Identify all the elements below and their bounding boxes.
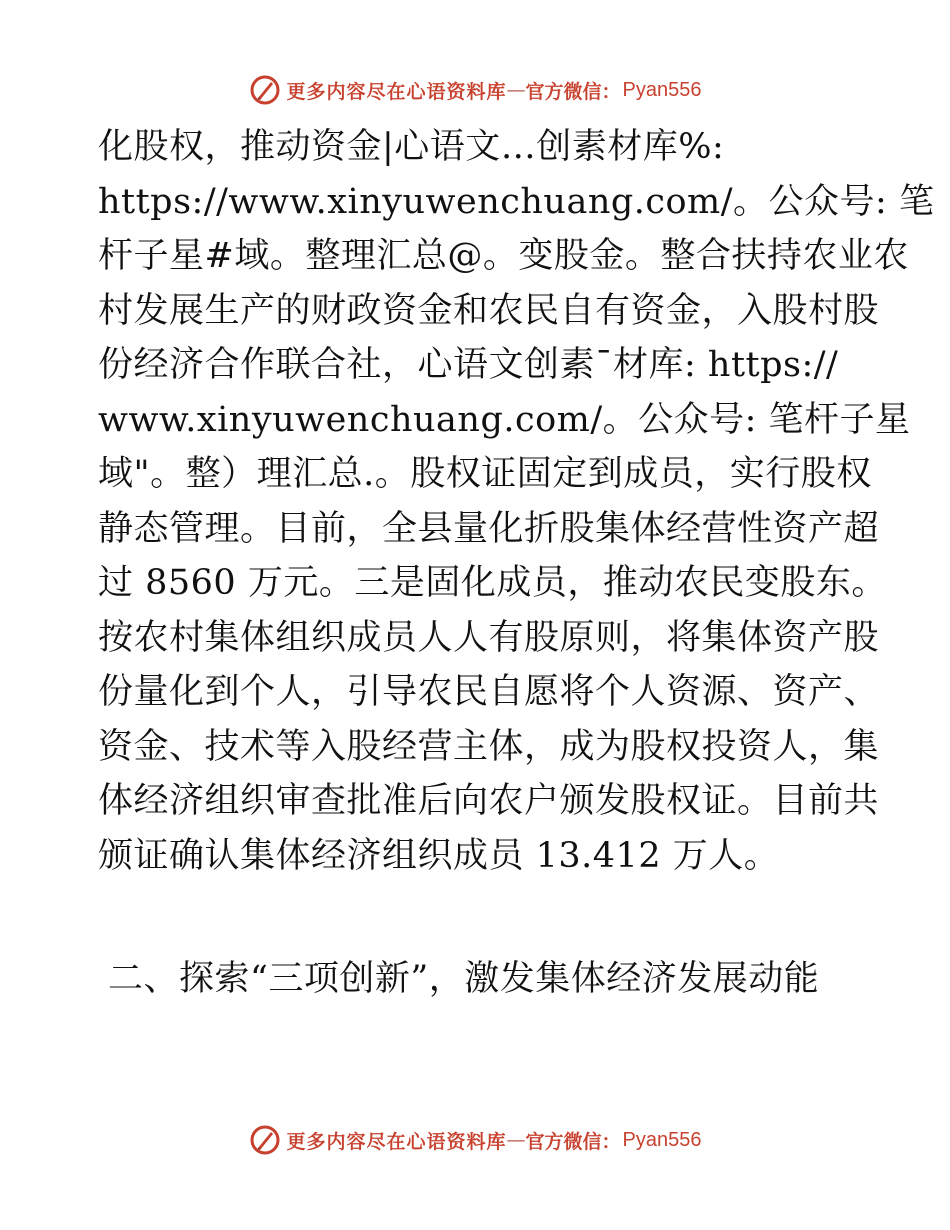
banner-brand-text: 更多内容尽在心语资料库 (286, 80, 507, 103)
banner-wechat-id: Pyan556 (622, 1128, 702, 1151)
body-line: 体经济组织审查批准后向农户颁发股权证。目前共 (98, 781, 880, 821)
body-line: https://www.xinyuwenchuang.com/。公众号: 笔 (98, 181, 935, 222)
body-line: 杆子星#域。整理汇总@。变股金。整合扶持农业农 (98, 236, 909, 276)
banner-wechat-label: 官方微信： (525, 80, 621, 103)
body-line: 过 8560 万元。三是固化成员，推动农民变股东。 (98, 563, 887, 603)
body-line: 份经济合作联合社，心语文创素¯材库: https:// (98, 345, 839, 385)
quill-logo-icon (249, 74, 281, 106)
header-banner (0, 70, 950, 110)
banner-separator: — (506, 79, 526, 101)
banner-wechat-label: 官方微信： (525, 1130, 621, 1153)
body-line: www.xinyuwenchuang.com/。公众号: 笔杆子星 (98, 399, 911, 440)
banner-wechat-id: Pyan556 (622, 78, 702, 101)
body-line: 静态管理。目前，全县量化折股集体经营性资产超 (98, 508, 880, 549)
body-line: 化股权，推动资金|心语文…创素材库%: (98, 127, 725, 167)
body-line: 资金、技术等入股经营主体，成为股权投资人，集 (98, 726, 880, 767)
banner-brand-text: 更多内容尽在心语资料库 (286, 1130, 507, 1153)
body-line: 村发展生产的财政资金和农民自有资金，入股村股 (98, 290, 880, 331)
banner-separator: — (506, 1129, 526, 1151)
quill-logo-icon (249, 1124, 281, 1156)
body-line: 颁证确认集体经济组织成员 13.412 万人。 (98, 835, 780, 876)
footer-banner (0, 1120, 950, 1160)
body-line: 份量化到个人，引导农民自愿将个人资源、资产、 (98, 672, 880, 712)
section-heading: 二、探索“三项创新”，激发集体经济发展动能 (108, 959, 820, 999)
document-body (98, 120, 935, 883)
body-line: 域"。整）理汇总.。股权证固定到成员，实行股权 (98, 454, 872, 494)
body-line: 按农村集体组织成员人人有股原则，将集体资产股 (98, 617, 880, 658)
